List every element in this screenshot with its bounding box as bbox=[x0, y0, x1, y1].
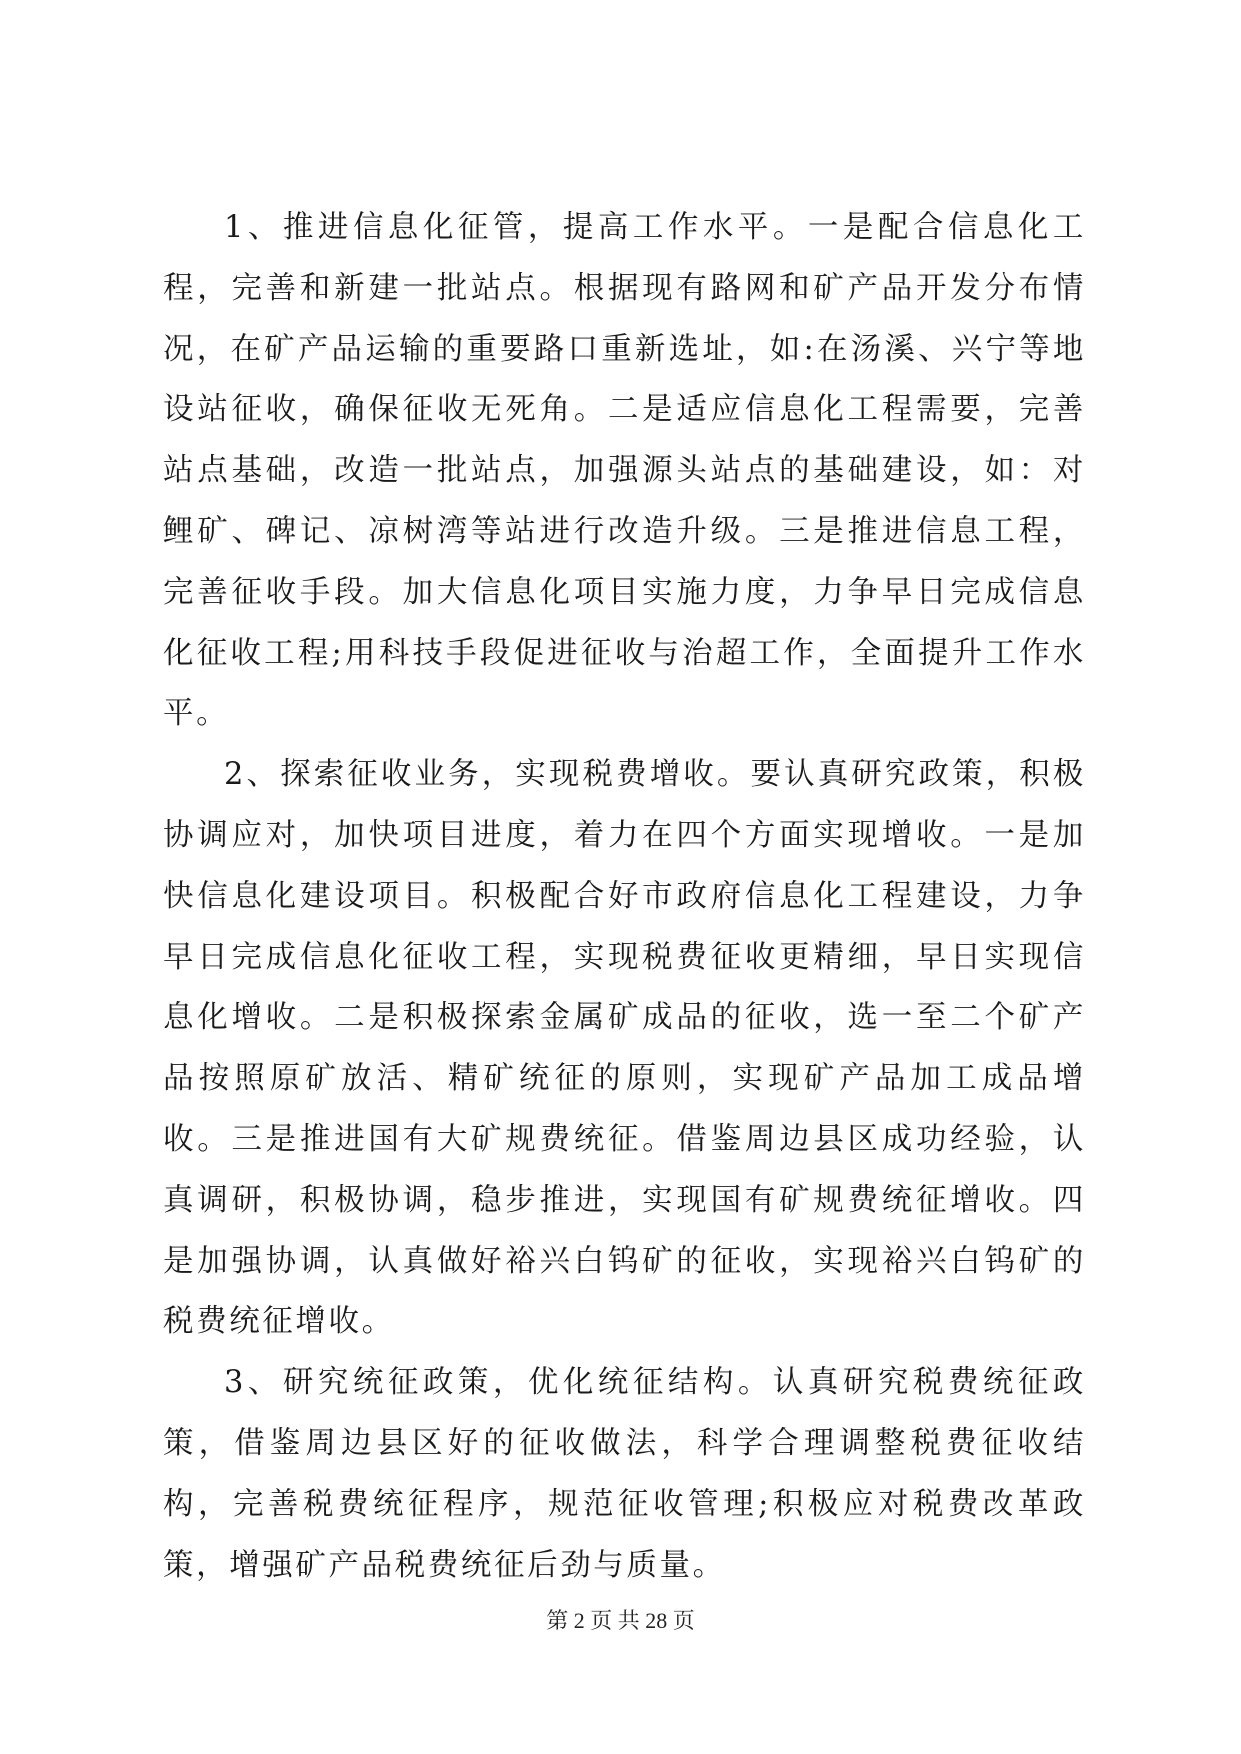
paragraph-3: 3、研究统征政策，优化统征结构。认真研究税费统征政策，借鉴周边县区好的征收做法，科学合理调整税费征收结构，完善税费统征程序，规范征收管理;积极应对税费改革政策，增强矿产品税费统征后劲与质量。 bbox=[163, 1365, 1086, 1583]
document-body bbox=[163, 198, 1086, 1596]
paragraph-2: 2、探索征收业务，实现税费增收。要认真研究政策，积极协调应对，加快项目进度，着力在四个方面实现增收。一是加快信息化建设项目。积极配合好市政府信息化工程建设，力争早日完成信息化征收工程，实现税费征收更精细，早日实现信息化增收。二是积极探索金属矿成品的征收，选一至二个矿产品按照原矿放活、精矿统征的原则，实现矿产品加工成品增收。三是推进国有大矿规费统征。借鉴周边县区成功经验，认真调研，积极协调，稳步推进，实现国有矿规费统征增收。四是加强协调，认真做好裕兴白钨矿的征收，实现裕兴白钨矿的税费统征增收。 bbox=[163, 757, 1086, 1340]
page-number-footer: 第 2 页 共 28 页 bbox=[546, 1608, 695, 1633]
paragraph-1: 1、推进信息化征管，提高工作水平。一是配合信息化工程，完善和新建一批站点。根据现有路网和矿产品开发分布情况，在矿产品运输的重要路口重新选址，如:在汤溪、兴宁等地设站征收，确保征收无死角。二是适应信息化工程需要，完善站点基础，改造一批站点，加强源头站点的基础建设，如：对鲤矿、碑记、凉树湾等站进行改造升级。三是推进信息工程，完善征收手段。加大信息化项目实施力度，力争早日完成信息化征收工程;用科技手段促进征收与治超工作，全面提升工作水平。 bbox=[163, 210, 1086, 732]
